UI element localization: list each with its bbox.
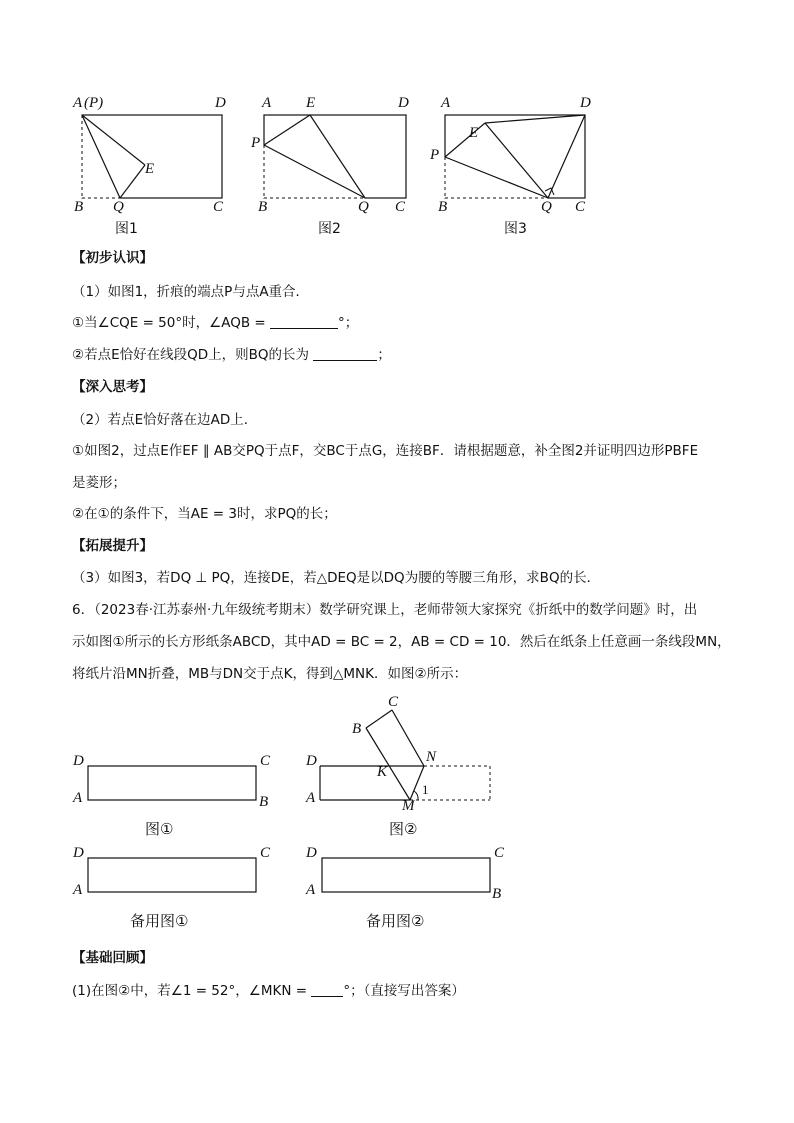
figure-1 — [70, 95, 240, 240]
figure-2-caption: 图2 — [318, 221, 341, 237]
figure-circle-1-drawing — [70, 750, 280, 845]
question-6-1-suffix: °；（直接写出答案） — [343, 983, 465, 999]
question-6-1-text: (1)在图②中，若∠1 = 52°，∠MKN = — [72, 983, 308, 999]
figure-2 — [250, 95, 420, 240]
label-B: B — [352, 721, 362, 737]
question-6-line-3: 将纸片沿MN折叠，MB与DN交于点K，得到△MNK．如图②所示： — [72, 666, 468, 682]
spare-figure-2 — [300, 842, 515, 937]
label-D: D — [73, 753, 84, 769]
label-M: M — [402, 798, 415, 814]
question-3: （3）如图3，若DQ ⊥ PQ，连接DE，若△DEQ是以DQ为腰的等腰三角形，求BQ的长． — [72, 570, 601, 586]
label-A: A — [73, 790, 83, 806]
label-D: D — [306, 753, 317, 769]
label-D: D — [580, 95, 591, 111]
figure-1-caption: 图1 — [115, 221, 138, 237]
label-D: D — [215, 95, 226, 111]
figure-circle-2-caption: 图② — [389, 820, 418, 838]
label-E: E — [306, 95, 316, 111]
figure-3 — [425, 95, 605, 240]
label-D: D — [306, 845, 317, 861]
question-2b: ②在①的条件下，当AE = 3时，求PQ的长； — [72, 506, 337, 522]
label-A: A — [262, 95, 272, 111]
label-K: K — [377, 764, 388, 780]
answer-blank-6-1[interactable] — [311, 982, 343, 997]
answer-blank-1a[interactable] — [270, 314, 338, 329]
question-2a-cont: 是菱形； — [72, 475, 126, 491]
figure-3-caption: 图3 — [504, 221, 527, 237]
label-B: B — [258, 199, 268, 215]
label-C: C — [494, 845, 505, 861]
figure-circle-2 — [300, 690, 510, 845]
label-C: C — [213, 199, 224, 215]
question-6-line-2: 示如图①所示的长方形纸条ABCD，其中AD = BC = 2，AB = CD = 10．然后在纸条上任意画一条线段MN， — [72, 634, 731, 650]
question-1a — [72, 313, 732, 333]
section-heading-deeper: 【深入思考】 — [72, 379, 153, 395]
spare-figure-1 — [70, 842, 280, 937]
question-1a-text: ①当∠CQE = 50°时，∠AQB = — [72, 315, 266, 331]
label-P: (P) — [84, 95, 104, 111]
label-angle-1: 1 — [422, 782, 429, 797]
label-D: D — [398, 95, 409, 111]
label-A: A — [73, 95, 83, 111]
label-A: A — [441, 95, 451, 111]
label-E: E — [469, 125, 479, 141]
label-A: A — [73, 882, 83, 898]
label-C: C — [395, 199, 406, 215]
section-heading-initial: 【初步认识】 — [72, 250, 153, 266]
label-B: B — [438, 199, 448, 215]
section-heading-basic-review: 【基础回顾】 — [72, 950, 153, 966]
spare-figure-2-caption: 备用图② — [366, 912, 425, 930]
section-heading-extension: 【拓展提升】 — [72, 538, 153, 554]
label-D: D — [73, 845, 84, 861]
figure-circle-1 — [70, 750, 280, 845]
label-A: A — [306, 882, 316, 898]
label-C: C — [575, 199, 586, 215]
label-B: B — [74, 199, 84, 215]
label-Q: Q — [358, 199, 369, 215]
question-1b-suffix: ； — [377, 347, 391, 363]
spare-figure-1-caption: 备用图① — [130, 912, 189, 930]
question-6-line-1: 6．（2023春·江苏泰州·九年级统考期末）数学研究课上，老师带领大家探究《折纸中的数学问题》时，出 — [72, 602, 698, 618]
label-C: C — [260, 753, 271, 769]
answer-blank-1b[interactable] — [313, 346, 377, 361]
question-6-1 — [72, 981, 732, 1001]
figure-circle-1-caption: 图① — [145, 820, 174, 838]
label-A: A — [306, 790, 316, 806]
label-P: P — [430, 147, 440, 163]
question-2: （2）若点E恰好落在边AD上． — [72, 412, 258, 428]
label-Q: Q — [541, 199, 552, 215]
label-C: C — [388, 694, 399, 710]
label-Q: Q — [113, 199, 124, 215]
figure-1-drawing — [70, 95, 240, 240]
label-C: C — [260, 845, 271, 861]
question-1b — [72, 345, 732, 365]
question-1a-suffix: °； — [338, 315, 359, 331]
question-2a: ①如图2，过点E作EF ∥ AB交PQ于点F，交BC于点G，连接BF．请根据题意，补全图2并证明四边形PBFE — [72, 443, 699, 459]
label-P: P — [251, 135, 261, 151]
label-E: E — [145, 161, 155, 177]
question-1: （1）如图1，折痕的端点P与点A重合． — [72, 284, 310, 300]
label-N: N — [426, 749, 437, 765]
label-B: B — [492, 886, 502, 902]
question-1b-text: ②若点E恰好在线段QD上，则BQ的长为 — [72, 347, 310, 363]
label-B: B — [259, 794, 269, 810]
